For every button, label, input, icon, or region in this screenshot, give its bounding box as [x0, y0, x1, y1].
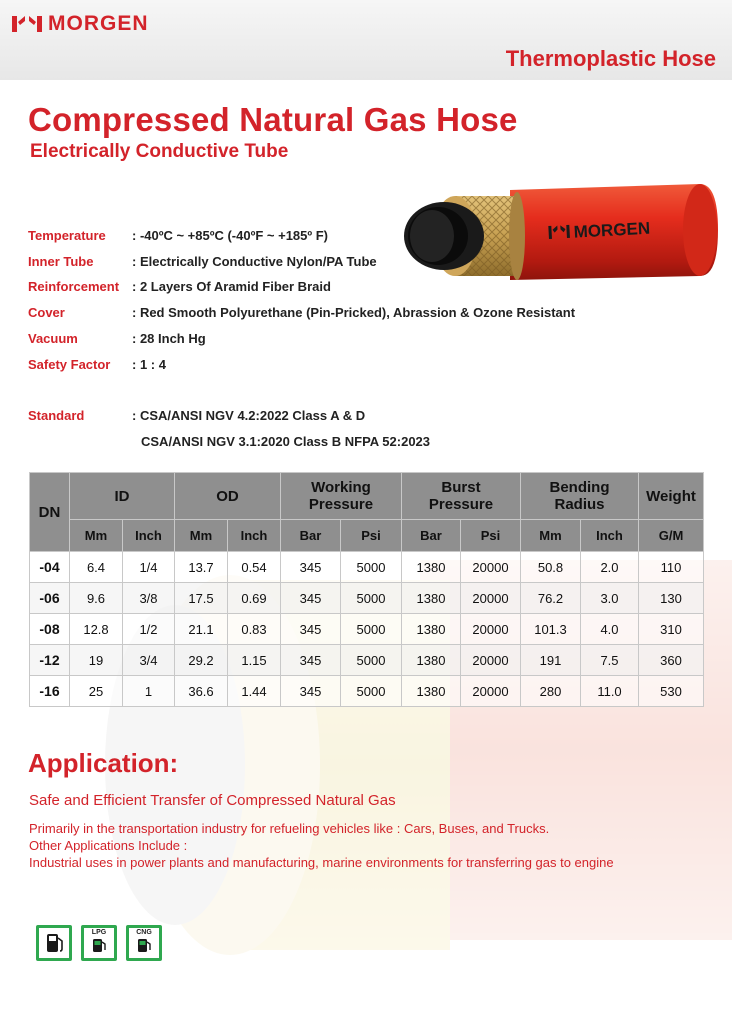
application-line: Primarily in the transportation industry for refueling vehicles like : Cars, Buses, and Trucks. [29, 821, 550, 836]
spec-label: Temperature [28, 228, 106, 243]
dn-cell: -04 [30, 552, 70, 583]
brand-name: MORGEN [48, 12, 149, 35]
unit-header: Bar [281, 520, 341, 552]
fuel-tag: CNG [136, 929, 152, 936]
table-cell: 17.5 [175, 583, 228, 614]
table-cell: 20000 [461, 583, 521, 614]
table-cell: 280 [521, 676, 581, 707]
application-line: Industrial uses in power plants and manufacturing, marine environments for transferring gas to engine [29, 855, 614, 870]
table-cell: 345 [281, 583, 341, 614]
cng-pump-icon [126, 925, 162, 961]
table-cell: 1.15 [228, 645, 281, 676]
table-cell: 1380 [402, 676, 461, 707]
table-cell: 6.4 [70, 552, 123, 583]
table-cell: 5000 [341, 676, 402, 707]
spec-label: Reinforcement [28, 279, 120, 294]
table-cell: 0.69 [228, 583, 281, 614]
table-cell: 20000 [461, 676, 521, 707]
unit-header: Mm [521, 520, 581, 552]
col-dn: DN [30, 473, 70, 552]
spec-value: : CSA/ANSI NGV 4.2:2022 Class A & D [132, 408, 366, 423]
product-category: Thermoplastic Hose [505, 46, 716, 71]
table-cell: 345 [281, 552, 341, 583]
col-weight: Weight [639, 473, 704, 520]
unit-header: Mm [70, 520, 123, 552]
dn-cell: -16 [30, 676, 70, 707]
dn-cell: -12 [30, 645, 70, 676]
table-cell: 1380 [402, 645, 461, 676]
fuel-pump-icon [36, 925, 72, 961]
table-cell: 110 [639, 552, 704, 583]
lpg-pump-icon [81, 925, 117, 961]
table-cell: 1380 [402, 552, 461, 583]
table-cell: 13.7 [175, 552, 228, 583]
table-cell: 1/4 [123, 552, 175, 583]
product-subtitle: Electrically Conductive Tube [30, 141, 289, 162]
table-cell: 5000 [341, 583, 402, 614]
application-title: Application: [28, 748, 179, 778]
unit-header-row [30, 520, 704, 552]
table-cell: 5000 [341, 614, 402, 645]
table-cell: 76.2 [521, 583, 581, 614]
col-id: ID [70, 473, 175, 520]
table-row [30, 614, 704, 645]
table-cell: 3/8 [123, 583, 175, 614]
col-od: OD [175, 473, 281, 520]
morgen-logo-icon [12, 14, 42, 34]
table-cell: 1380 [402, 614, 461, 645]
unit-header: Psi [461, 520, 521, 552]
table-cell: 345 [281, 614, 341, 645]
table-cell: 345 [281, 645, 341, 676]
brand-logo [12, 12, 149, 36]
table-cell: 360 [639, 645, 704, 676]
header-band [0, 0, 732, 80]
table-cell: 12.8 [70, 614, 123, 645]
hose-print-text: MORGEN [573, 218, 651, 242]
table-cell: 25 [70, 676, 123, 707]
col-bending-radius: Bending Radius [521, 473, 639, 520]
spec-label: Standard [28, 408, 85, 423]
application-details [29, 820, 614, 871]
spec-value: : Electrically Conductive Nylon/PA Tube [132, 254, 377, 269]
table-cell: 7.5 [581, 645, 639, 676]
spec-label: Cover [28, 305, 65, 320]
table-cell: 310 [639, 614, 704, 645]
unit-header: Inch [123, 520, 175, 552]
table-cell: 20000 [461, 645, 521, 676]
spec-value: : 2 Layers Of Aramid Fiber Braid [132, 279, 331, 294]
table-cell: 20000 [461, 552, 521, 583]
unit-header: G/M [639, 520, 704, 552]
table-cell: 20000 [461, 614, 521, 645]
spec-value: : Red Smooth Polyurethane (Pin-Pricked), Abrassion & Ozone Resistant [132, 305, 576, 320]
table-body [30, 552, 704, 707]
table-cell: 19 [70, 645, 123, 676]
table-cell: 530 [639, 676, 704, 707]
application-lead: Safe and Efficient Transfer of Compressed Natural Gas [29, 792, 396, 809]
table-row [30, 676, 704, 707]
spec-value: : -40ºC ~ +85ºC (-40ºF ~ +185º F) [132, 228, 329, 243]
table-cell: 29.2 [175, 645, 228, 676]
table-cell: 4.0 [581, 614, 639, 645]
table-cell: 2.0 [581, 552, 639, 583]
table-row [30, 552, 704, 583]
table-cell: 1380 [402, 583, 461, 614]
table-cell: 345 [281, 676, 341, 707]
unit-header: Mm [175, 520, 228, 552]
spec-label: Inner Tube [28, 254, 94, 269]
table-cell: 1/2 [123, 614, 175, 645]
table-cell: 36.6 [175, 676, 228, 707]
spec-value: : 28 Inch Hg [132, 331, 206, 346]
table-row [30, 583, 704, 614]
hose-size-table [29, 472, 703, 707]
spec-value: : 1 : 4 [132, 357, 166, 372]
table-cell: 130 [639, 583, 704, 614]
table-cell: 9.6 [70, 583, 123, 614]
dn-cell: -06 [30, 583, 70, 614]
table-cell: 3.0 [581, 583, 639, 614]
table-cell: 1.44 [228, 676, 281, 707]
spec-label: Safety Factor [28, 357, 111, 372]
fuel-tag: LPG [91, 929, 107, 936]
table-cell: 5000 [341, 552, 402, 583]
table-cell: 21.1 [175, 614, 228, 645]
table-cell: 11.0 [581, 676, 639, 707]
hose-product-image [400, 180, 720, 290]
spec-value: CSA/ANSI NGV 3.1:2020 Class B NFPA 52:2023 [141, 434, 431, 449]
unit-header: Psi [341, 520, 402, 552]
product-title: Compressed Natural Gas Hose [28, 101, 518, 138]
col-burst-pressure: Burst Pressure [402, 473, 521, 520]
application-line: Other Applications Include : [29, 838, 188, 853]
table-cell: 101.3 [521, 614, 581, 645]
spec-label: Vacuum [28, 331, 78, 346]
table-cell: 3/4 [123, 645, 175, 676]
table-cell: 5000 [341, 645, 402, 676]
table-cell: 1 [123, 676, 175, 707]
dn-cell: -08 [30, 614, 70, 645]
fuel-type-icons [36, 925, 162, 961]
table-cell: 0.83 [228, 614, 281, 645]
unit-header: Inch [581, 520, 639, 552]
unit-header: Bar [402, 520, 461, 552]
col-working-pressure: Working Pressure [281, 473, 402, 520]
unit-header: Inch [228, 520, 281, 552]
table-cell: 50.8 [521, 552, 581, 583]
table-cell: 0.54 [228, 552, 281, 583]
table-cell: 191 [521, 645, 581, 676]
table-row [30, 645, 704, 676]
